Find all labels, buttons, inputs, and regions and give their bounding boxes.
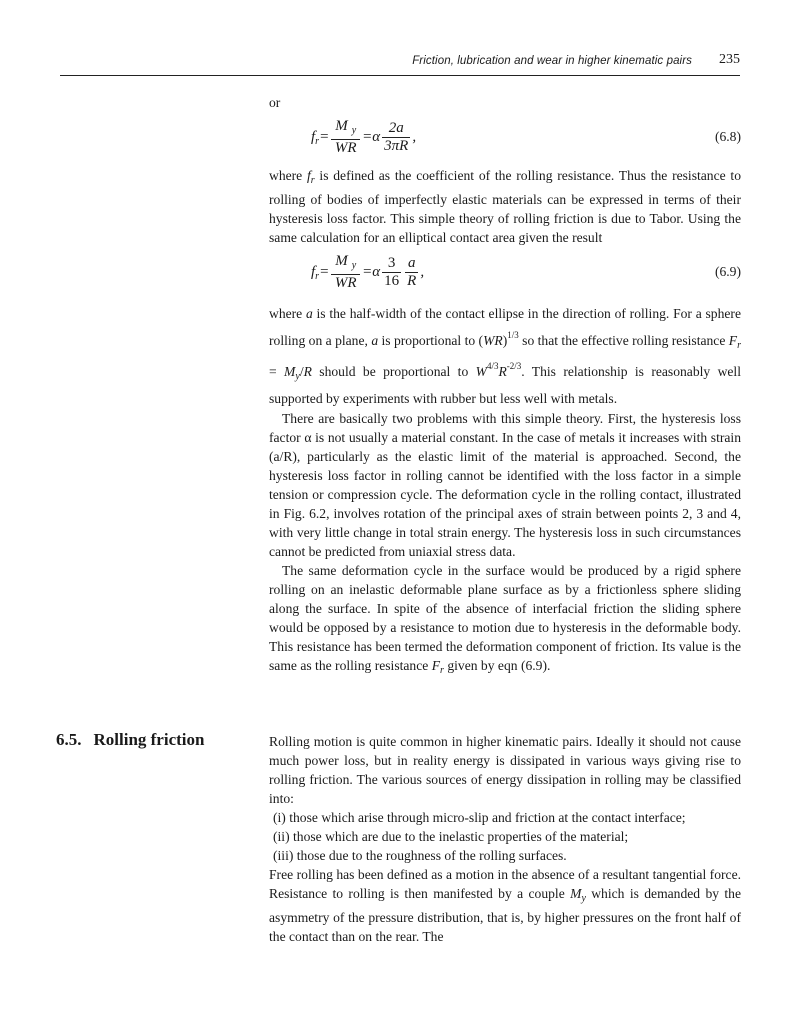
paragraph-deformation-cycle: The same deformation cycle in the surface would be produced by a rigid sphere rolling on an inelastic deformable plane surface as by a frictionless sphere sliding along the surface. In spite of the absence of interfacial friction the sliding sphere would be opposed by a resistance to motion due to hysteresis in the deformable body. This resistance has been termed the deformation component of friction. Its value is the same as the rolling resistance $F_r$ given by eqn (6.9). bbox=[269, 563, 741, 676]
main-column bbox=[269, 93, 741, 680]
paragraph-rolling-motion: Rolling motion is quite common in higher kinematic pairs. Ideally it should not cause much power loss, but in reality energy is dissipated in various ways giving rise to rolling friction. The various sources of energy dissipation in rolling may be classified into: bbox=[269, 734, 741, 806]
equation-6-8-body: $f_r=$ $\frac{M _y}{WR}$ =α $\frac{2a}{3\pi R}$ , bbox=[311, 118, 417, 156]
paragraph-rolling-resistance: where $f_r$ is defined as the coefficient of the rolling resistance. Thus the resistance to rolling of bodies of imperfectly elastic materials can be expressed in terms of their hysteresis loss factor. This simple theory of rolling friction is due to Tabor. Using the same calculation for an elliptical contact area given the result bbox=[269, 168, 741, 245]
equation-6-9-body: $f_r=$ $\frac{M _y}{WR}$ =α $\frac{3}{16}$ $\frac{a}{R}$ , bbox=[311, 253, 425, 291]
running-title: Friction, lubrication and wear in higher kinematic pairs bbox=[412, 55, 692, 67]
paragraph-or: or bbox=[269, 95, 281, 110]
paragraph-free-rolling: Free rolling has been defined as a motion in the absence of a resultant tangential force. Resistance to rolling is then manifested by a couple $M_y$ which is demanded by the asymmetry of the pressure distribution, that is, by higher pressures on the front half of the contact than on the rear. The bbox=[269, 867, 742, 944]
section-number: 6.5. bbox=[56, 730, 82, 749]
section-heading bbox=[56, 730, 204, 750]
equation-number: (6.9) bbox=[714, 264, 741, 279]
section-column bbox=[269, 732, 741, 946]
section-title: Rolling friction bbox=[93, 730, 205, 749]
header-rule bbox=[60, 75, 740, 76]
equation-number: (6.8) bbox=[714, 129, 741, 144]
list-item: (ii) those which are due to the inelastic properties of the material; bbox=[273, 829, 629, 844]
equation-6-9 bbox=[269, 249, 741, 295]
page-number: 235 bbox=[719, 52, 740, 67]
list-item: (iii) those due to the roughness of the rolling surfaces. bbox=[273, 848, 567, 863]
paragraph-half-width: where a is the half-width of the contact ellipse in the direction of rolling. For a sphere rolling on a plane, a is proportional to (WR)$^{1/3}$ so that the effective rolling resistance $F_r = M_y/R$ should be proportional to $W^{4/3}R^{-2/3}$. This relationship is reasonably well supported by experiments with rubber but less well with metals. bbox=[269, 306, 741, 406]
paragraph-two-problems: There are basically two problems with this simple theory. First, the hysteresis loss factor α is not usually a material constant. In the case of metals it increases with strain (a/R), particularly as the elastic limit of the material is approached. Second, the hysteresis loss factor in rolling cannot be identified with the loss factor in a simple tension or compression cycle. The deformation cycle in the rolling contact, illustrated in Fig. 6.2, involves rotation of the principal axes of strain between points 2, 3 and 4, with very little change in total strain energy. The hysteresis loss in such circumstances cannot be predicted from uniaxial stress data. bbox=[269, 411, 741, 559]
equation-6-8 bbox=[269, 114, 741, 160]
running-head bbox=[60, 52, 740, 72]
list-item: (i) those which arise through micro-slip and friction at the contact interface; bbox=[273, 810, 686, 825]
